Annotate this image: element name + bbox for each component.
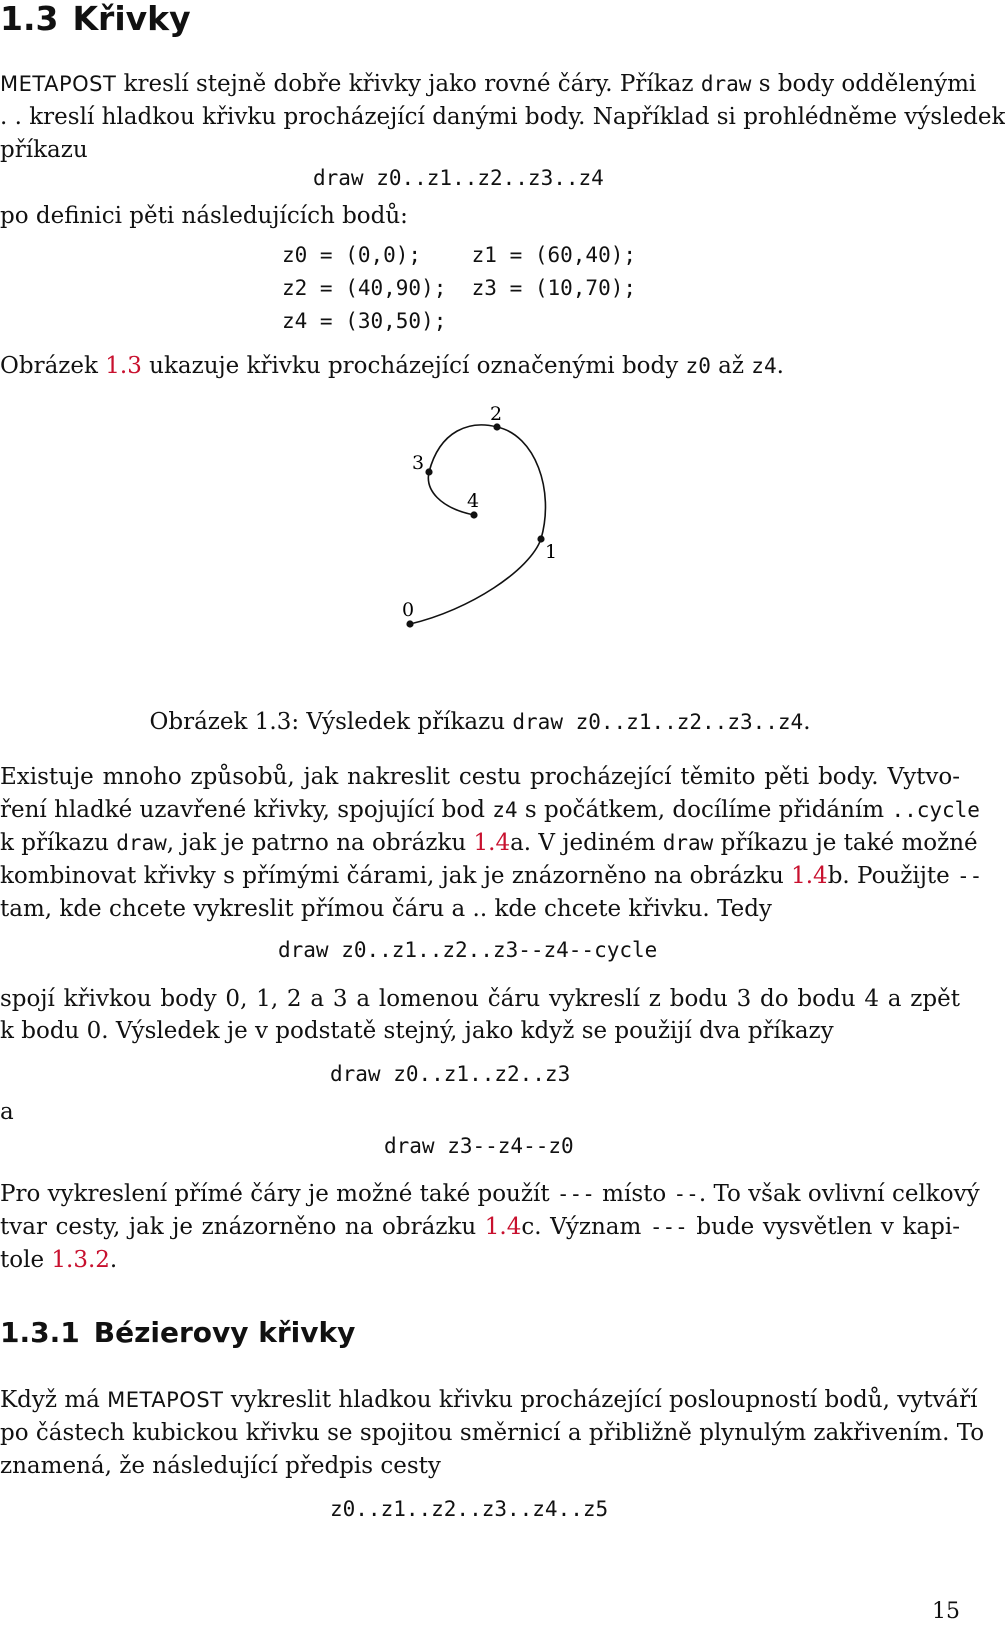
point-label: 3 (412, 452, 425, 474)
section-title: Křivky (72, 0, 191, 38)
paragraph-line (0, 893, 960, 925)
code-inline: draw (700, 72, 752, 96)
code-inline: z4 (751, 354, 777, 378)
code-block: draw z0..z1..z2..z3--z4--cycle (278, 938, 658, 962)
point-label: 0 (402, 599, 415, 621)
point-label: 2 (490, 403, 503, 425)
definition-line: z4 = (30,50); (282, 309, 447, 333)
text: . (776, 353, 784, 379)
text: b. Použijte (827, 863, 958, 889)
subsection-heading (0, 1315, 355, 1351)
text: .. (472, 896, 488, 922)
subsection-title: Bézierovy křivky (93, 1316, 356, 1349)
code-inline: ..cycle (891, 798, 980, 822)
text: kreslí stejně dobře křivky jako rovné čáry. Příkaz (116, 71, 701, 97)
text: kde chcete křivku. Tedy (487, 896, 772, 922)
text: s počátkem, docílíme přidáním (517, 797, 892, 823)
paragraph-line (0, 1384, 978, 1416)
text: tvar cesty, jak je znázorněno na obrázku (0, 1214, 485, 1240)
text: Pro vykreslení přímé čáry je možné také použít (0, 1181, 557, 1207)
text: Obrázek (0, 353, 106, 379)
paragraph-line (0, 350, 960, 382)
paragraph-line (0, 794, 980, 826)
paragraph-line: příkazu (0, 137, 88, 163)
curve-figure (0, 390, 960, 650)
text: Když má (0, 1387, 108, 1413)
page-number: 15 (932, 1599, 960, 1624)
code-inline: -- (957, 864, 983, 888)
paragraph-line (0, 827, 978, 859)
text: Obrázek 1.3: Výsledek příkazu (149, 709, 513, 735)
text: bude vysvětlen v kapi- (687, 1214, 960, 1240)
figure-ref-link[interactable]: 1.4 (484, 1214, 522, 1240)
text: místo (594, 1181, 674, 1207)
text: s body oddělenými (751, 71, 977, 97)
code-inline: -- (673, 1182, 699, 1206)
code-inline: --- (556, 1182, 595, 1206)
text: a. V jediném (510, 830, 663, 856)
paragraph-line: znamená, že následující předpis cesty (0, 1453, 441, 1479)
definition-line: z0 = (0,0); z1 = (60,40); (282, 243, 637, 267)
code-inline: draw (116, 831, 167, 855)
conjunction-text: a (0, 1099, 14, 1125)
paragraph-line (0, 1244, 960, 1276)
definition-line: z2 = (40,90); z3 = (10,70); (282, 276, 637, 300)
metapost-logo-text: METAPOST (0, 72, 117, 96)
paragraph-line (0, 68, 977, 100)
point-marker (406, 620, 413, 627)
paragraph-line: Existuje mnoho způsobů, jak nakreslit cestu procházející těmito pěti body. Vytvo- (0, 764, 960, 790)
code-inline: --- (649, 1215, 688, 1239)
point-marker (425, 468, 432, 475)
paragraph-line: k bodu 0. Výsledek je v podstatě stejný, jako když se použijí dva příkazy (0, 1018, 834, 1044)
metapost-logo-text: METAPOST (107, 1388, 224, 1412)
text: tam, kde chcete vykreslit přímou čáru a (0, 896, 473, 922)
text: ření hladké uzavřené křivky, spojující bod (0, 797, 493, 823)
text: příkazu je také možné (713, 830, 978, 856)
section-number: 1.3 (0, 0, 59, 38)
text: tole (0, 1247, 52, 1273)
paragraph-line: . . kreslí hladkou křivku procházející danými body. Například si prohlédněme výsledek (0, 104, 1005, 130)
paragraph-line (0, 860, 983, 892)
paragraph-line: po částech kubickou křivku se spojitou směrnicí a přibližně plynulým zakřivením. To (0, 1420, 985, 1446)
curve-path (410, 425, 545, 624)
text: ukazuje křivku procházející označenými body (141, 353, 686, 379)
paragraph-line (0, 1178, 980, 1210)
text: kombinovat křivky s přímými čárami, jak je znázorněno na obrázku (0, 863, 792, 889)
code-inline: draw z0..z1..z2..z3..z4 (512, 710, 804, 734)
paragraph-line: spojí křivkou body 0, 1, 2 a 3 a lomenou čáru vykreslí z bodu 3 do bodu 4 a zpět (0, 986, 960, 1012)
paragraph-line (0, 1211, 960, 1243)
text: k příkazu (0, 830, 117, 856)
text: až (710, 353, 752, 379)
code-inline: z4 (492, 798, 518, 822)
code-inline: z0 (685, 354, 711, 378)
text: . (109, 1247, 118, 1273)
figure-ref-link[interactable]: 1.3 (105, 353, 142, 379)
code-block: draw z0..z1..z2..z3 (330, 1062, 571, 1086)
point-marker (537, 535, 544, 542)
figure-ref-link[interactable]: 1.4 (791, 863, 828, 889)
text: . To však ovlivní celkový (698, 1181, 980, 1207)
text: . (803, 709, 811, 735)
section-ref-link[interactable]: 1.3.2 (51, 1247, 110, 1273)
text: c. Význam (521, 1214, 650, 1240)
point-label: 4 (467, 490, 480, 512)
text: vykreslit hladkou křivku procházející posloupností bodů, vytváří (223, 1387, 978, 1413)
text: , jak je patrno na obrázku (166, 830, 474, 856)
point-label: 1 (545, 541, 558, 563)
section-heading (0, 0, 191, 38)
figure-ref-link[interactable]: 1.4 (473, 830, 511, 856)
code-block: z0..z1..z2..z3..z4..z5 (330, 1497, 609, 1521)
figure-caption (0, 706, 960, 738)
paragraph-line: po definici pěti následujících bodů: (0, 203, 408, 229)
code-inline: draw (662, 831, 714, 855)
point-marker (470, 511, 477, 518)
code-block: draw z0..z1..z2..z3..z4 (313, 166, 604, 190)
subsection-number: 1.3.1 (0, 1316, 80, 1349)
code-block: draw z3--z4--z0 (384, 1134, 574, 1158)
